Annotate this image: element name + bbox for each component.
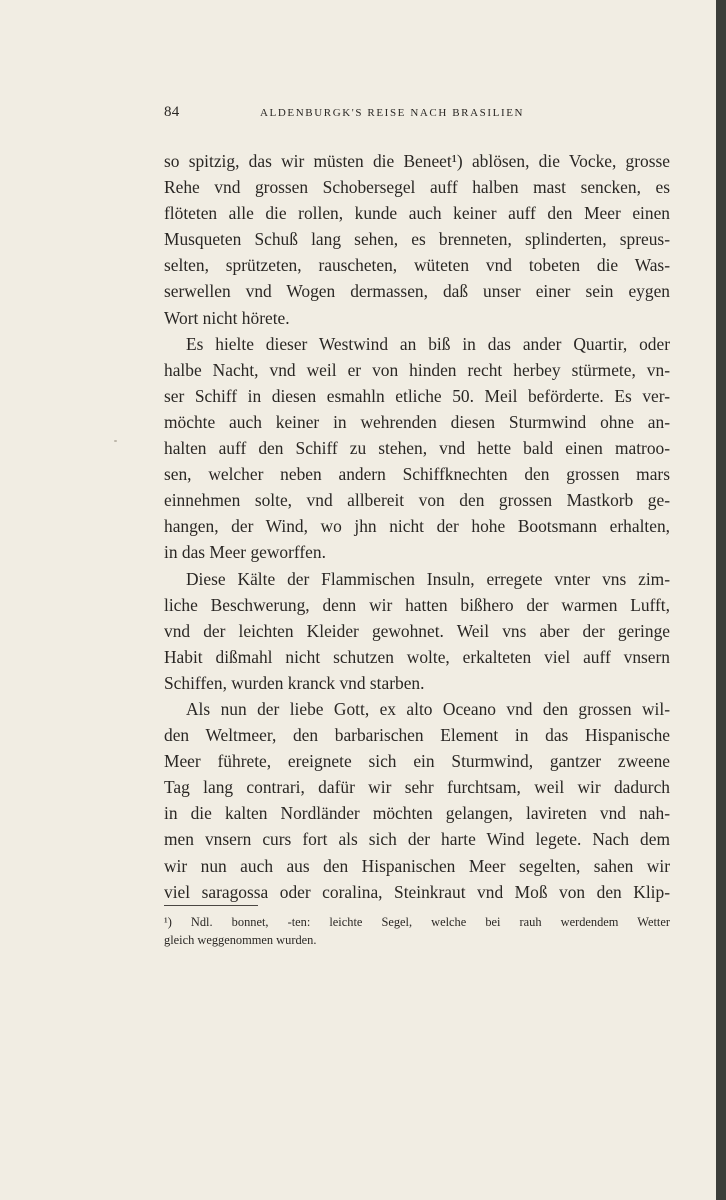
paragraph-start-line: Es hielte dieser Westwind an biß in das ander Quartir, oder (186, 333, 670, 354)
text-line: vnd der leichten Kleider gewohnet. Weil vns aber der geringe (164, 620, 670, 641)
text-line: men vnsern curs fort als sich der harte Wind legete. Nach dem (164, 829, 670, 850)
text-line: einnehmen solte, vnd allbereit von den grossen Mastkorb ge- (164, 490, 670, 511)
text-line: möchte auch keiner in wehrenden diesen Sturmwind ohne an- (164, 411, 670, 432)
text-line: sen, welcher neben andern Schiffknechten den grossen mars (164, 464, 670, 485)
text-line: liche Beschwerung, denn wir hatten bißhero der warmen Lufft, (164, 594, 670, 615)
text-line: Tag lang contrari, dafür wir sehr furchtsam, weil wir dadurch (164, 777, 670, 798)
text-line: so spitzig, das wir müsten die Beneet¹) ablösen, die Vocke, grosse (164, 151, 670, 171)
text-line: flöteten alle die rollen, kunde auch keiner auff den Meer einen (164, 203, 670, 224)
paper-speck (114, 440, 117, 442)
text-line: Musqueten Schuß lang sehen, es brenneten, splinderten, spreus- (164, 229, 670, 250)
text-line: Wort nicht hörete. (164, 307, 290, 328)
footnote-line: gleich weggenommen wurden. (164, 933, 317, 947)
text-line: Rehe vnd grossen Schobersegel auff halben mast sencken, es (164, 177, 670, 198)
text-line: wir nun auch aus den Hispanischen Meer segelten, sahen wir (164, 855, 670, 876)
scan-edge (716, 0, 726, 1200)
footnote (164, 913, 670, 949)
running-header (164, 104, 670, 128)
text-line: ser Schiff in diesen esmahln etliche 50. Meil beförderte. Es ver- (164, 385, 670, 406)
paragraph-start-line: Als nun der liebe Gott, ex alto Oceano vnd den grossen wil- (186, 698, 670, 719)
text-line: den Weltmeer, den barbarischen Element in das Hispanische (164, 725, 670, 746)
footnote-divider (164, 905, 258, 906)
text-line: selten, sprützeten, rauscheten, wüteten vnd tobeten die Was- (164, 255, 670, 276)
text-line: Habit dißmahl nicht schutzen wolte, erkalteten viel auff vnsern (164, 646, 670, 667)
body-text (164, 148, 670, 905)
text-line: serwellen vnd Wogen dermassen, daß unser einer sein eygen (164, 281, 670, 302)
page-number: 84 (164, 104, 180, 120)
text-line: Meer führete, ereignete sich ein Sturmwind, gantzer zweene (164, 751, 670, 772)
paragraph-start-line: Diese Kälte der Flammischen Insuln, erregete vnter vns zim- (186, 568, 670, 589)
text-line: in das Meer geworffen. (164, 542, 326, 563)
text-line: hangen, der Wind, wo jhn nicht der hohe Bootsmann erhalten, (164, 516, 670, 537)
text-line: halten auff den Schiff zu stehen, vnd hette bald einen matroo- (164, 438, 670, 459)
text-line: in die kalten Nordländer möchten gelangen, lavireten vnd nah- (164, 803, 670, 824)
text-line: Schiffen, wurden kranck vnd starben. (164, 672, 425, 693)
text-line: halbe Nacht, vnd weil er von hinden recht herbey stürmete, vn- (164, 359, 670, 380)
text-line: viel saragossa oder coralina, Steinkraut vnd Moß von den Klip- (164, 881, 670, 902)
footnote-line: ¹) Ndl. bonnet, -ten: leichte Segel, welche bei rauh werdendem Wetter (164, 915, 670, 929)
running-title: ALDENBURGK'S REISE NACH BRASILIEN (260, 107, 525, 119)
